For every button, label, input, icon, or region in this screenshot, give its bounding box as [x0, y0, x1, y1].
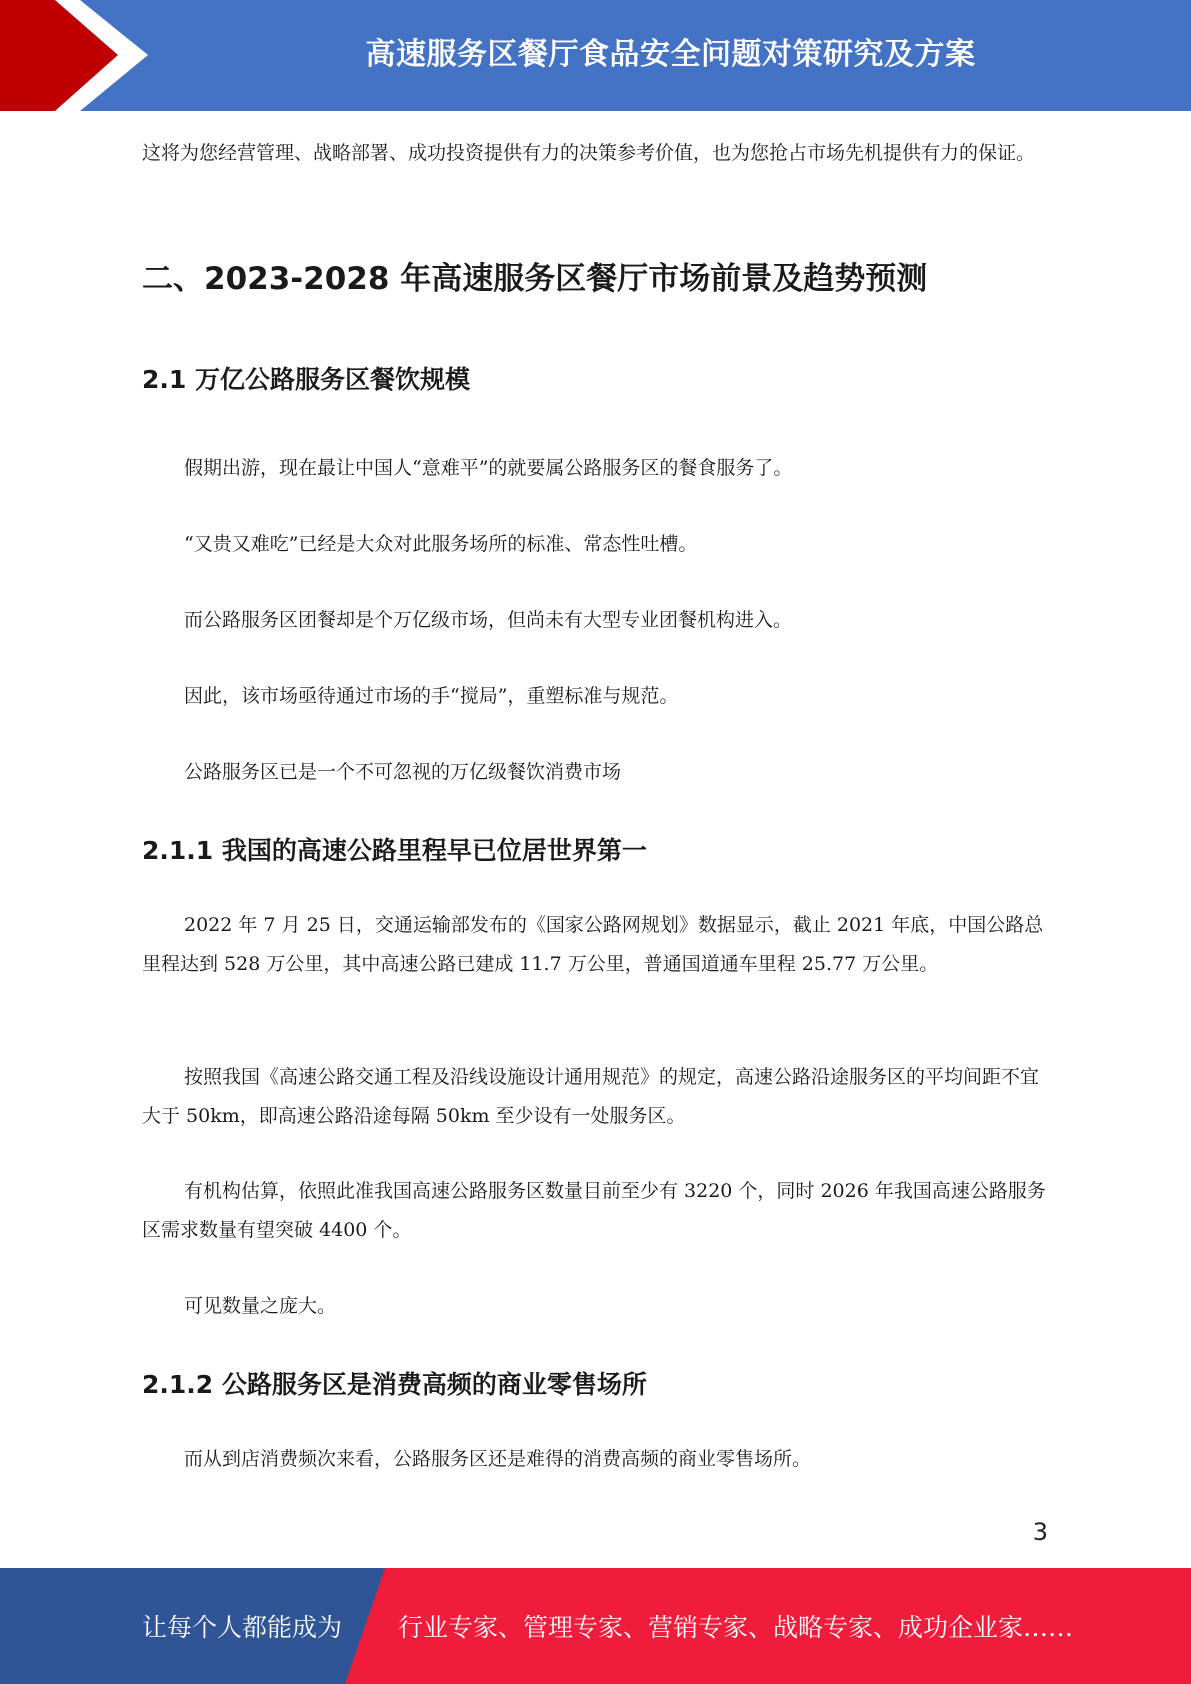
header-title: 高速服务区餐厅食品安全问题对策研究及方案 — [365, 36, 976, 72]
footer-slogan-right: 行业专家、管理专家、营销专家、战略专家、成功企业家…… — [398, 1613, 1074, 1642]
paragraph: 可见数量之庞大。 — [184, 1295, 337, 1317]
page-footer — [0, 1568, 1191, 1684]
subsection-title-2-1-2: 2.1.2 公路服务区是消费高频的商业零售场所 — [142, 1370, 647, 1399]
paragraph: 假期出游，现在最让中国人“意难平”的就要属公路服务区的餐食服务了。 — [184, 457, 793, 479]
subsection-title-2-1-1: 2.1.1 我国的高速公路里程早已位居世界第一 — [142, 836, 647, 865]
footer-slogan-left: 让每个人都能成为 — [142, 1613, 343, 1642]
subsection-title-2-1: 2.1 万亿公路服务区餐饮规模 — [142, 365, 470, 394]
paragraph: 2022 年 7 月 25 日，交通运输部发布的《国家公路网规划》数据显示，截止 2021 年底，中国公路总里程达到 528 万公里，其中高速公路已建成 11.7 万公里，普通国道通车里程 25.77 万公里。 — [142, 914, 1044, 975]
page-header — [0, 0, 1191, 111]
header-arrow-decoration — [0, 0, 160, 111]
section-title: 二、2023-2028 年高速服务区餐厅市场前景及趋势预测 — [142, 261, 928, 297]
paragraph: “又贵又难吃”已经是大众对此服务场所的标准、常态性吐槽。 — [184, 533, 698, 555]
paragraph: 公路服务区已是一个不可忽视的万亿级餐饮消费市场 — [184, 761, 622, 783]
intro-paragraph: 这将为您经营管理、战略部署、成功投资提供有力的决策参考价值，也为您抢占市场先机提供有力的保证。 — [142, 142, 1036, 164]
paragraph: 而公路服务区团餐却是个万亿级市场，但尚未有大型专业团餐机构进入。 — [184, 609, 793, 631]
paragraph: 因此，该市场亟待通过市场的手“搅局”，重塑标准与规范。 — [184, 685, 679, 707]
paragraph: 有机构估算，依照此准我国高速公路服务区数量目前至少有 3220 个，同时 2026 年我国高速公路服务区需求数量有望突破 4400 个。 — [142, 1180, 1046, 1241]
paragraph: 而从到店消费频次来看，公路服务区还是难得的消费高频的商业零售场所。 — [184, 1448, 812, 1470]
page-number: 3 — [1032, 1518, 1048, 1546]
paragraph: 按照我国《高速公路交通工程及沿线设施设计通用规范》的规定，高速公路沿途服务区的平均间距不宜大于 50km，即高速公路沿途每隔 50km 至少设有一处服务区。 — [142, 1066, 1040, 1127]
